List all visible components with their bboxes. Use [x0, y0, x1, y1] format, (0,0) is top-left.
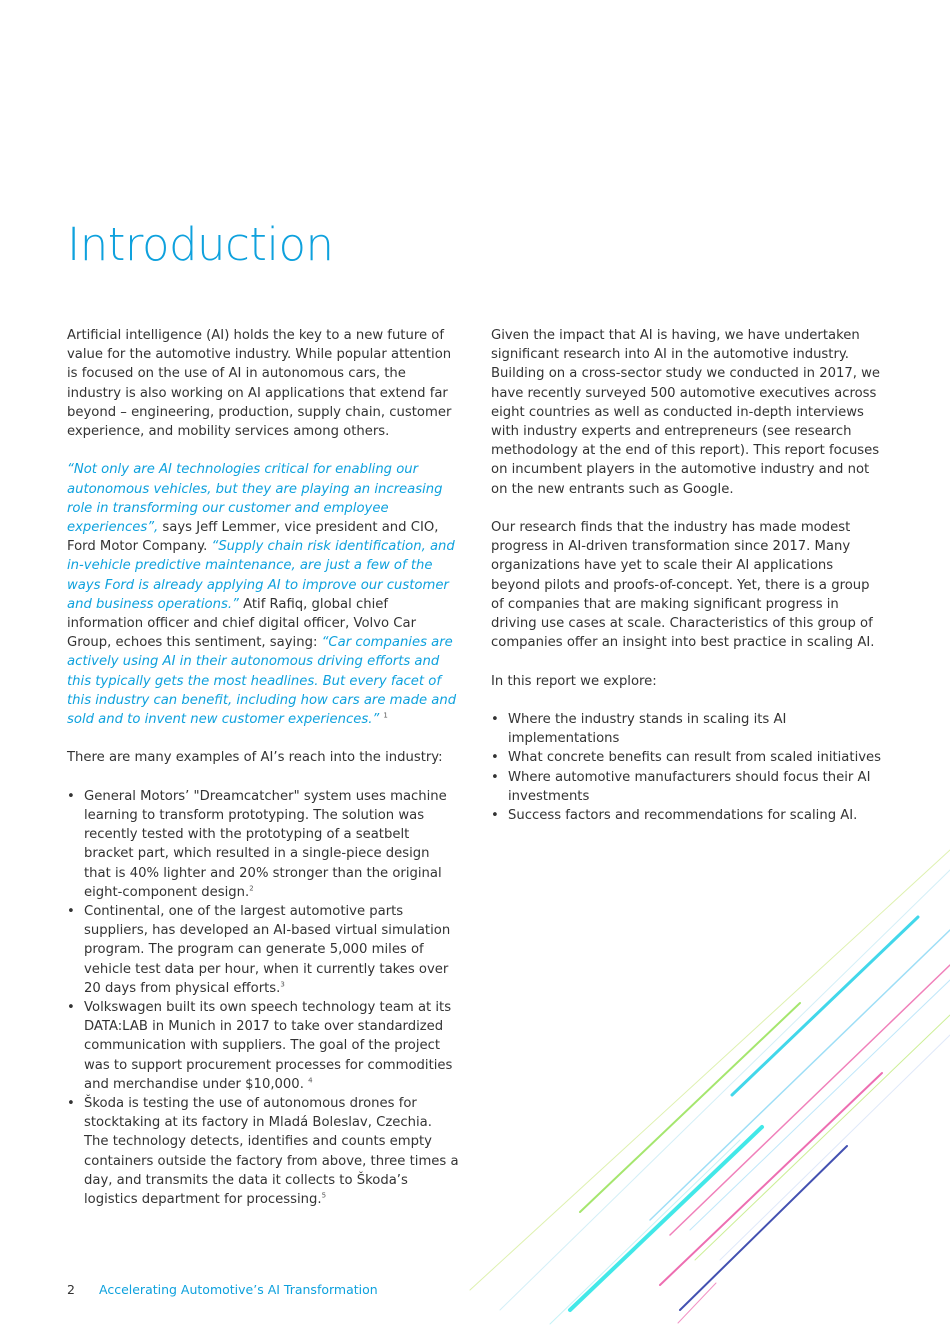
streak-line: [650, 930, 950, 1220]
list-item: • Success factors and recommendations for scaling AI.: [491, 806, 886, 825]
footnote-ref: 3: [280, 980, 285, 989]
streak-line: [670, 965, 950, 1235]
volvo-quote: “Car companies are actively using AI in their autonomous driving efforts and this typically gets the most headlines. But every facet of this industry can benefit, including how cars are made and sold and to invent new customer experiences.”: [67, 635, 457, 728]
page-number: 2: [67, 1282, 75, 1297]
decorative-light-streaks: [440, 840, 950, 1344]
quotes-paragraph: [67, 460, 459, 729]
examples-intro: There are many examples of AI’s reach into the industry:: [67, 750, 443, 766]
left-column: [67, 326, 459, 1228]
document-title: Accelerating Automotive’s AI Transformation: [99, 1282, 378, 1297]
ford-attribution: says Jeff Lemmer, vice president and CIO, Ford Motor Company.: [67, 520, 439, 555]
streak-line: [500, 870, 950, 1310]
findings-paragraph: Our research finds that the industry has made modest progress in AI-driven transformation since 2017. Many organizations have yet to scale their AI applications beyond pilots and proofs-of-concept. Yet, there is a group of companies that are making significant progress in driving use cases at scale. Characteristics of this group of companies offer an insight into best practice in scaling AI.: [491, 520, 875, 651]
right-column: [491, 326, 886, 844]
footnote-ref: 4: [308, 1076, 313, 1085]
explore-list: [491, 710, 886, 825]
volvo-attribution: Atif Rafiq, global chief information officer and chief digital officer, Volvo Car Group, echoes this sentiment, saying:: [67, 596, 416, 651]
explore-intro: In this report we explore:: [491, 673, 657, 689]
list-item: • Where automotive manufacturers should focus their AI investments: [491, 768, 886, 806]
streak-line: [720, 1035, 950, 1260]
footnote-ref: 2: [249, 884, 254, 893]
list-item: • Volkswagen built its own speech technology team at its DATA:LAB in Munich in 2017 to take over standardized communication with suppliers. The goal of the project was to support procurement processes for commodities and merchandise under $10,000. $^4$: [67, 998, 459, 1094]
research-paragraph: Given the impact that AI is having, we have undertaken significant research into AI in the automotive industry. Building on a cross-sector study we conducted in 2017, we have recently surveyed 500 automotive executives across eight countries as well as conducted in-depth interviews with industry experts and entrepreneurs (see research methodology at the end of this report). This report focuses on incumbent players in the automotive industry and not on the new entrants such as Google.: [491, 328, 881, 497]
list-item: • Škoda is testing the use of autonomous drones for stocktaking at its factory in Mladá Boleslav, Czechia. The technology detects, identifies and counts empty containers outside the factory from above, three times a day, and transmits the data it collects to Škoda’s logistics department for processing.$^5$: [67, 1094, 459, 1209]
streak-line: [690, 980, 950, 1230]
list-item: • Continental, one of the largest automotive parts suppliers, has developed an AI-based virtual simulation program. The program can generate 5,000 miles of vehicle test data per hour, when it currently takes over 20 days from physical efforts.$^3$: [67, 902, 459, 998]
list-item: • Where the industry stands in scaling its AI implementations: [491, 710, 886, 748]
ford-quote-1: “Not only are AI technologies critical for enabling our autonomous vehicles, but they are playing an increasing role in transforming our customer and employee experiences”,: [67, 462, 443, 536]
streak-line: [470, 850, 950, 1290]
streak-line: [680, 1146, 847, 1310]
streak-line: [695, 1015, 950, 1260]
footnote-ref: 1: [383, 711, 388, 720]
streak-line: [678, 1283, 716, 1323]
ford-quote-2: “Supply chain risk identification, and in-vehicle predictive maintenance, are just a few of the ways Ford is already applying AI to improve our customer and business operations.”: [67, 539, 455, 612]
page-title: Introduction: [67, 218, 334, 271]
streak-line: [570, 1127, 762, 1310]
list-item: • General Motors’ "Dreamcatcher" system uses machine learning to transform prototyping. The solution was recently tested with the prototyping of a seatbelt bracket part, which resulted in a single-piece design that is 40% lighter and 20% stronger than the original eight-component design.$^2$: [67, 787, 459, 902]
streak-line: [732, 917, 918, 1095]
intro-paragraph: Artificial intelligence (AI) holds the key to a new future of value for the automotive industry. While popular attention is focused on the use of AI in autonomous cars, the industry is also working on AI applications that extend far beyond – engineering, production, supply chain, customer experience, and mobility services among others.: [67, 328, 452, 440]
list-item: • What concrete benefits can result from scaled initiatives: [491, 748, 886, 767]
examples-list: [67, 787, 459, 1209]
footnote-ref: 5: [321, 1191, 327, 1200]
page-footer: [67, 1281, 378, 1299]
